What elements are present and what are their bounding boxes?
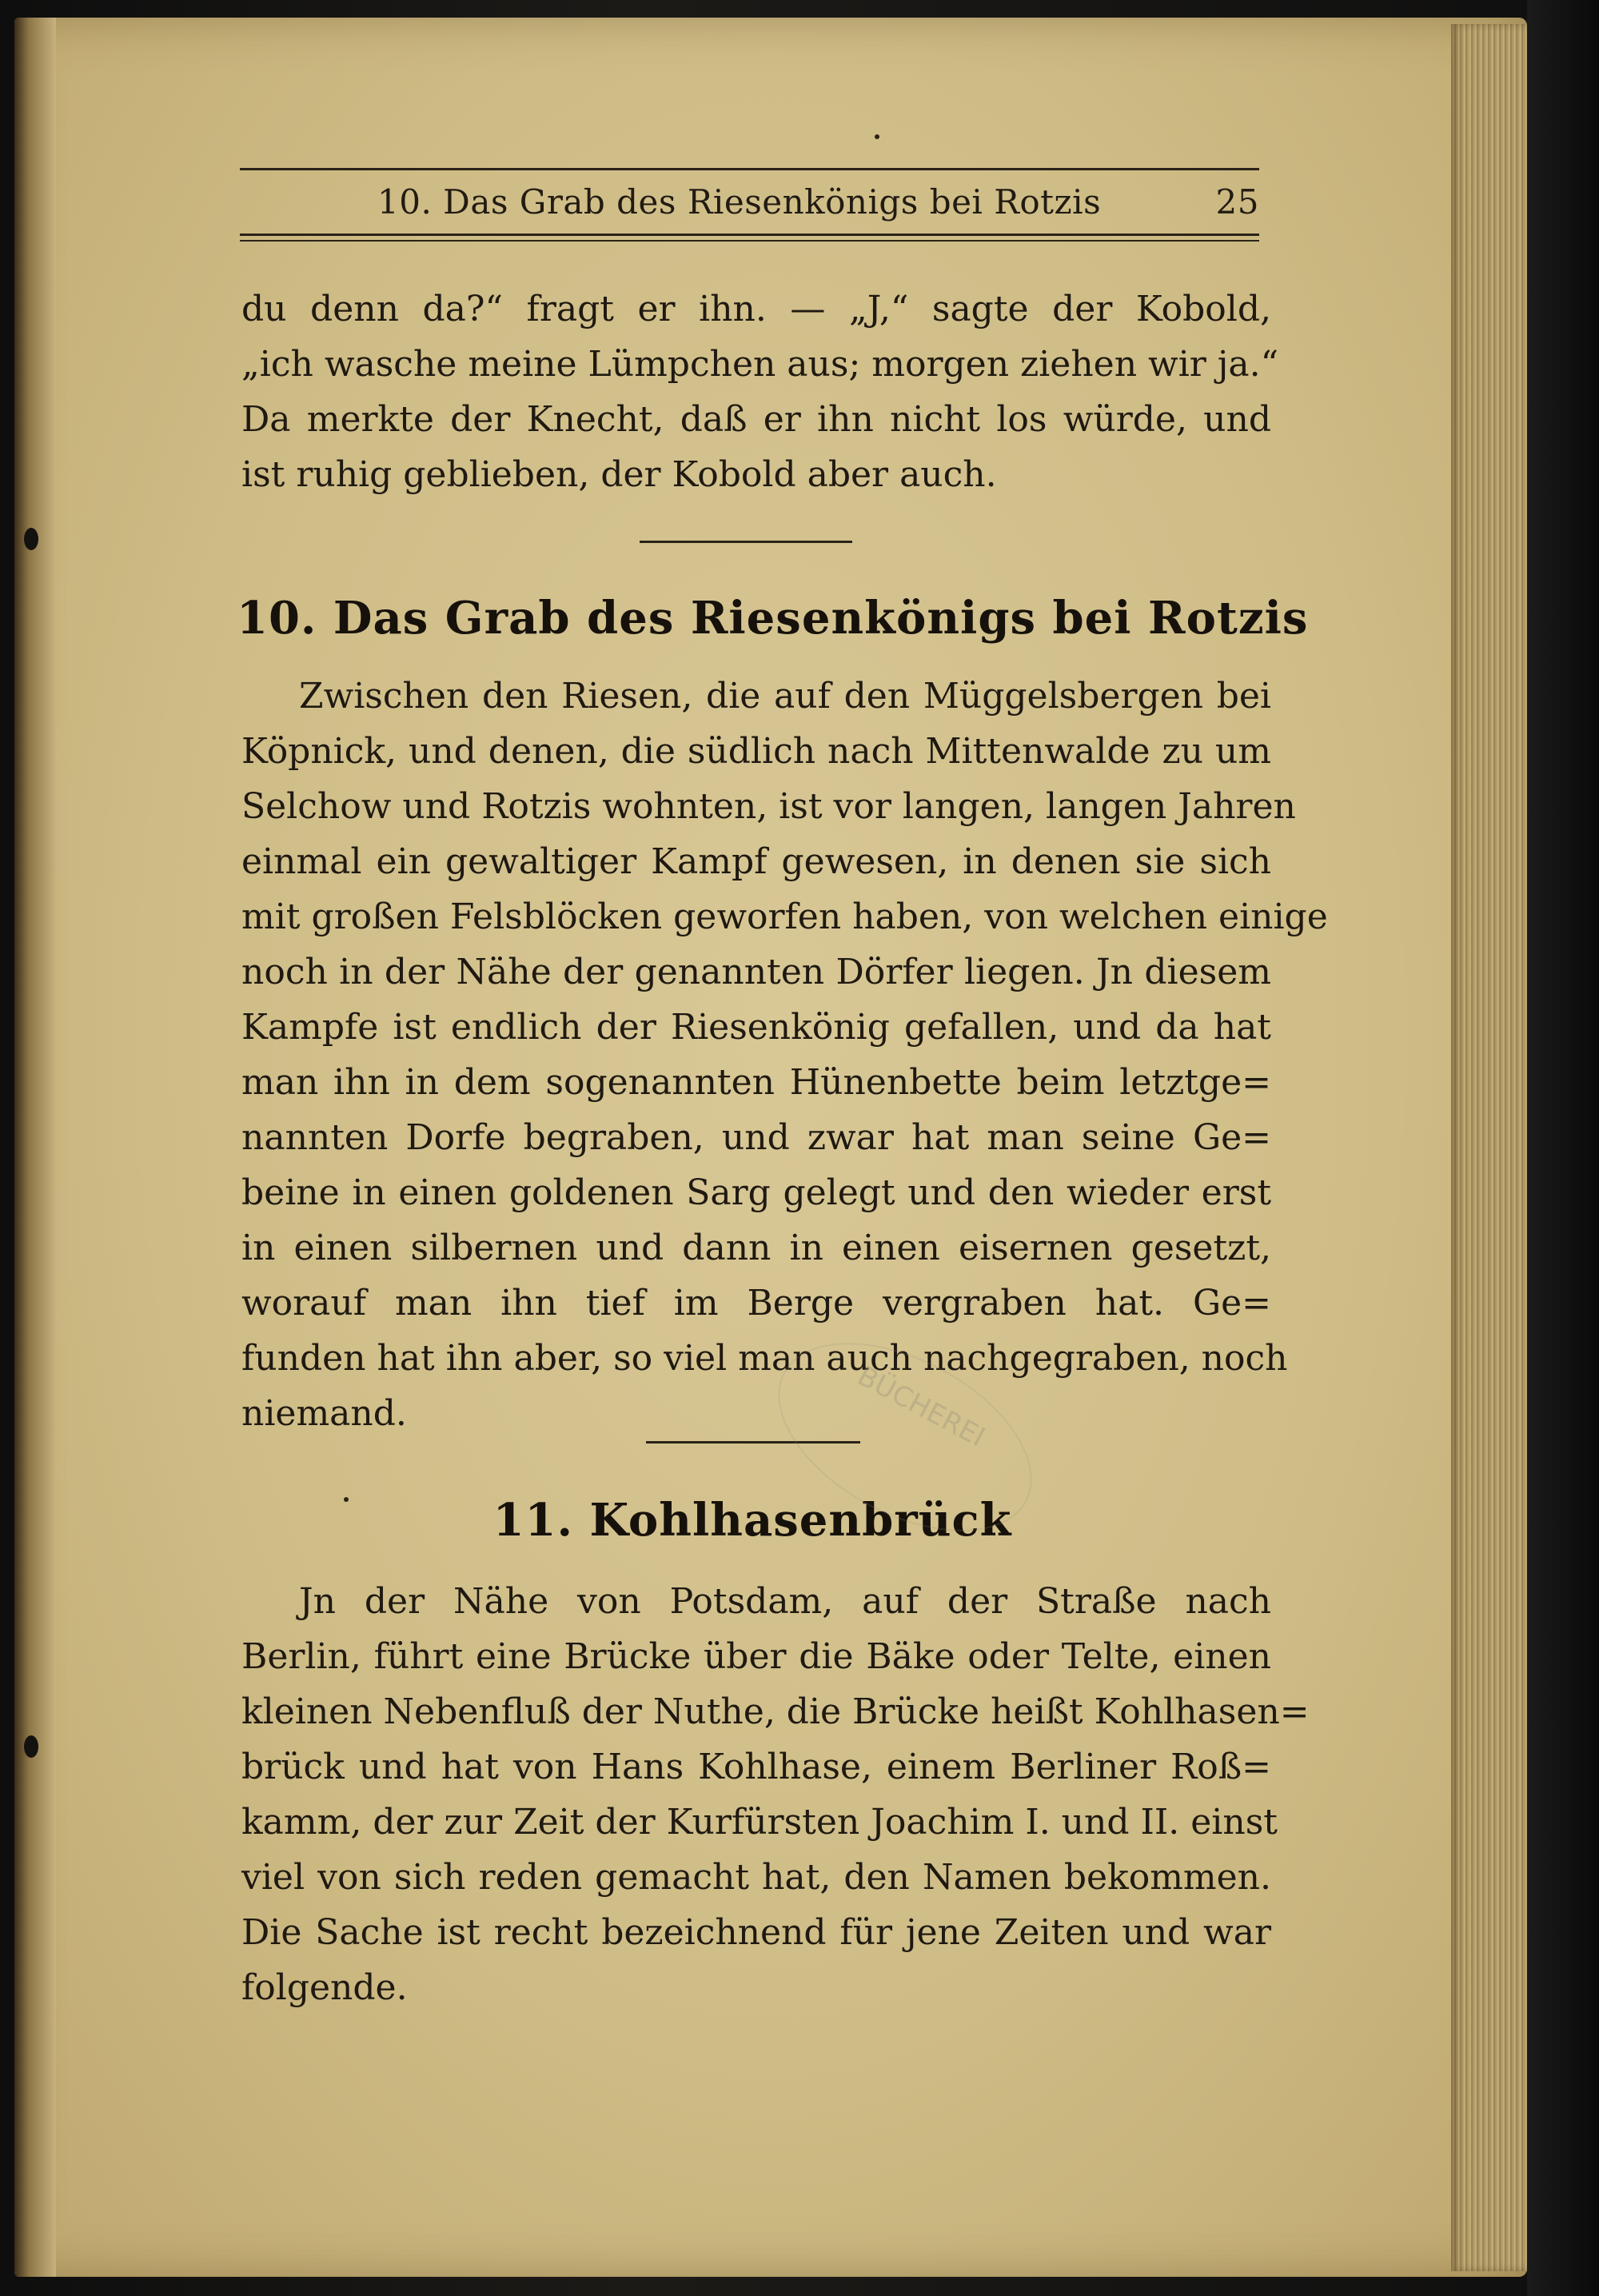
text-line: beine in einen goldenen Sarg gelegt und den wieder erst xyxy=(241,1172,1271,1213)
binding-hole xyxy=(24,528,38,550)
running-head xyxy=(240,178,1259,226)
text-line: ist ruhig geblieben, der Kobold aber auch. xyxy=(241,454,997,495)
text-line: man ihn in dem sogenannten Hünenbette beim letztge= xyxy=(241,1062,1271,1103)
ink-speck xyxy=(875,134,879,139)
text-line: Köpnick, und denen, die südlich nach Mittenwalde zu um xyxy=(241,731,1271,772)
text-line: mit großen Felsblöcken geworfen haben, von welchen einige xyxy=(241,896,1328,937)
text-line: Selchow und Rotzis wohnten, ist vor langen, langen Jahren xyxy=(241,786,1296,827)
section-11-body xyxy=(241,1574,1310,2015)
text-line: folgende. xyxy=(241,1967,408,2008)
text-line: Jn der Nähe von Potsdam, auf der Straße nach xyxy=(299,1581,1271,1622)
text-line: brück und hat von Hans Kohlhase, einem Berliner Roß= xyxy=(241,1747,1271,1787)
text-line: niemand. xyxy=(241,1393,407,1434)
text-line: in einen silbernen und dann in einen eisernen gesetzt, xyxy=(241,1228,1271,1268)
book-cover-edge xyxy=(1527,0,1599,2296)
page-gutter xyxy=(14,18,56,2277)
text-line: Da merkte der Knecht, daß er ihn nicht los würde, und xyxy=(241,399,1271,440)
text-line: Zwischen den Riesen, die auf den Müggelsbergen bei xyxy=(299,676,1271,717)
text-line: kleinen Nebenfluß der Nuthe, die Brücke heißt Kohlhasen= xyxy=(241,1691,1310,1732)
text-line: noch in der Nähe der genannten Dörfer liegen. Jn diesem xyxy=(241,952,1271,992)
text-line: einmal ein gewaltiger Kampf gewesen, in denen sie sich xyxy=(241,841,1271,882)
text-line: Die Sache ist recht bezeichnend für jene Zeiten und war xyxy=(241,1912,1271,1953)
header-rule-bottom xyxy=(240,234,1259,236)
text-line: Berlin, führt eine Brücke über die Bäke oder Telte, einen xyxy=(241,1636,1271,1677)
page-edges xyxy=(1451,24,1527,2271)
section-10-body xyxy=(241,669,1328,1441)
library-stamp-text: BÜCHEREI xyxy=(851,1360,991,1454)
section-11-heading: 11. Kohlhasenbrück xyxy=(492,1494,1012,1547)
text-line: nannten Dorfe begraben, und zwar hat man seine Ge= xyxy=(241,1117,1271,1158)
binding-hole xyxy=(24,1735,38,1758)
section-10-heading: 10. Das Grab des Riesenkönigs bei Rotzis xyxy=(237,592,1309,645)
header-rule-top xyxy=(240,168,1259,170)
text-line: worauf man ihn tief im Berge vergraben hat. Ge= xyxy=(241,1283,1271,1324)
header-rule-bottom-double xyxy=(240,240,1259,242)
text-line: „ich wasche meine Lümpchen aus; morgen ziehen wir ja.“ xyxy=(241,344,1279,385)
text-line: kamm, der zur Zeit der Kurfürsten Joachim I. und II. einst xyxy=(241,1802,1278,1843)
page-number: 25 xyxy=(1215,182,1259,222)
text-line: Kampfe ist endlich der Riesenkönig gefallen, und da hat xyxy=(241,1007,1271,1048)
text-line: du denn da?“ fragt er ihn. — „J,“ sagte der Kobold, xyxy=(241,289,1271,329)
continuation-text xyxy=(241,282,1279,502)
text-line: viel von sich reden gemacht hat, den Namen bekommen. xyxy=(241,1857,1271,1898)
text-line: funden hat ihn aber, so viel man auch nachgegraben, noch xyxy=(241,1338,1288,1379)
running-head-title: 10. Das Grab des Riesenkönigs bei Rotzis xyxy=(377,182,1102,222)
section-separator xyxy=(640,541,852,543)
